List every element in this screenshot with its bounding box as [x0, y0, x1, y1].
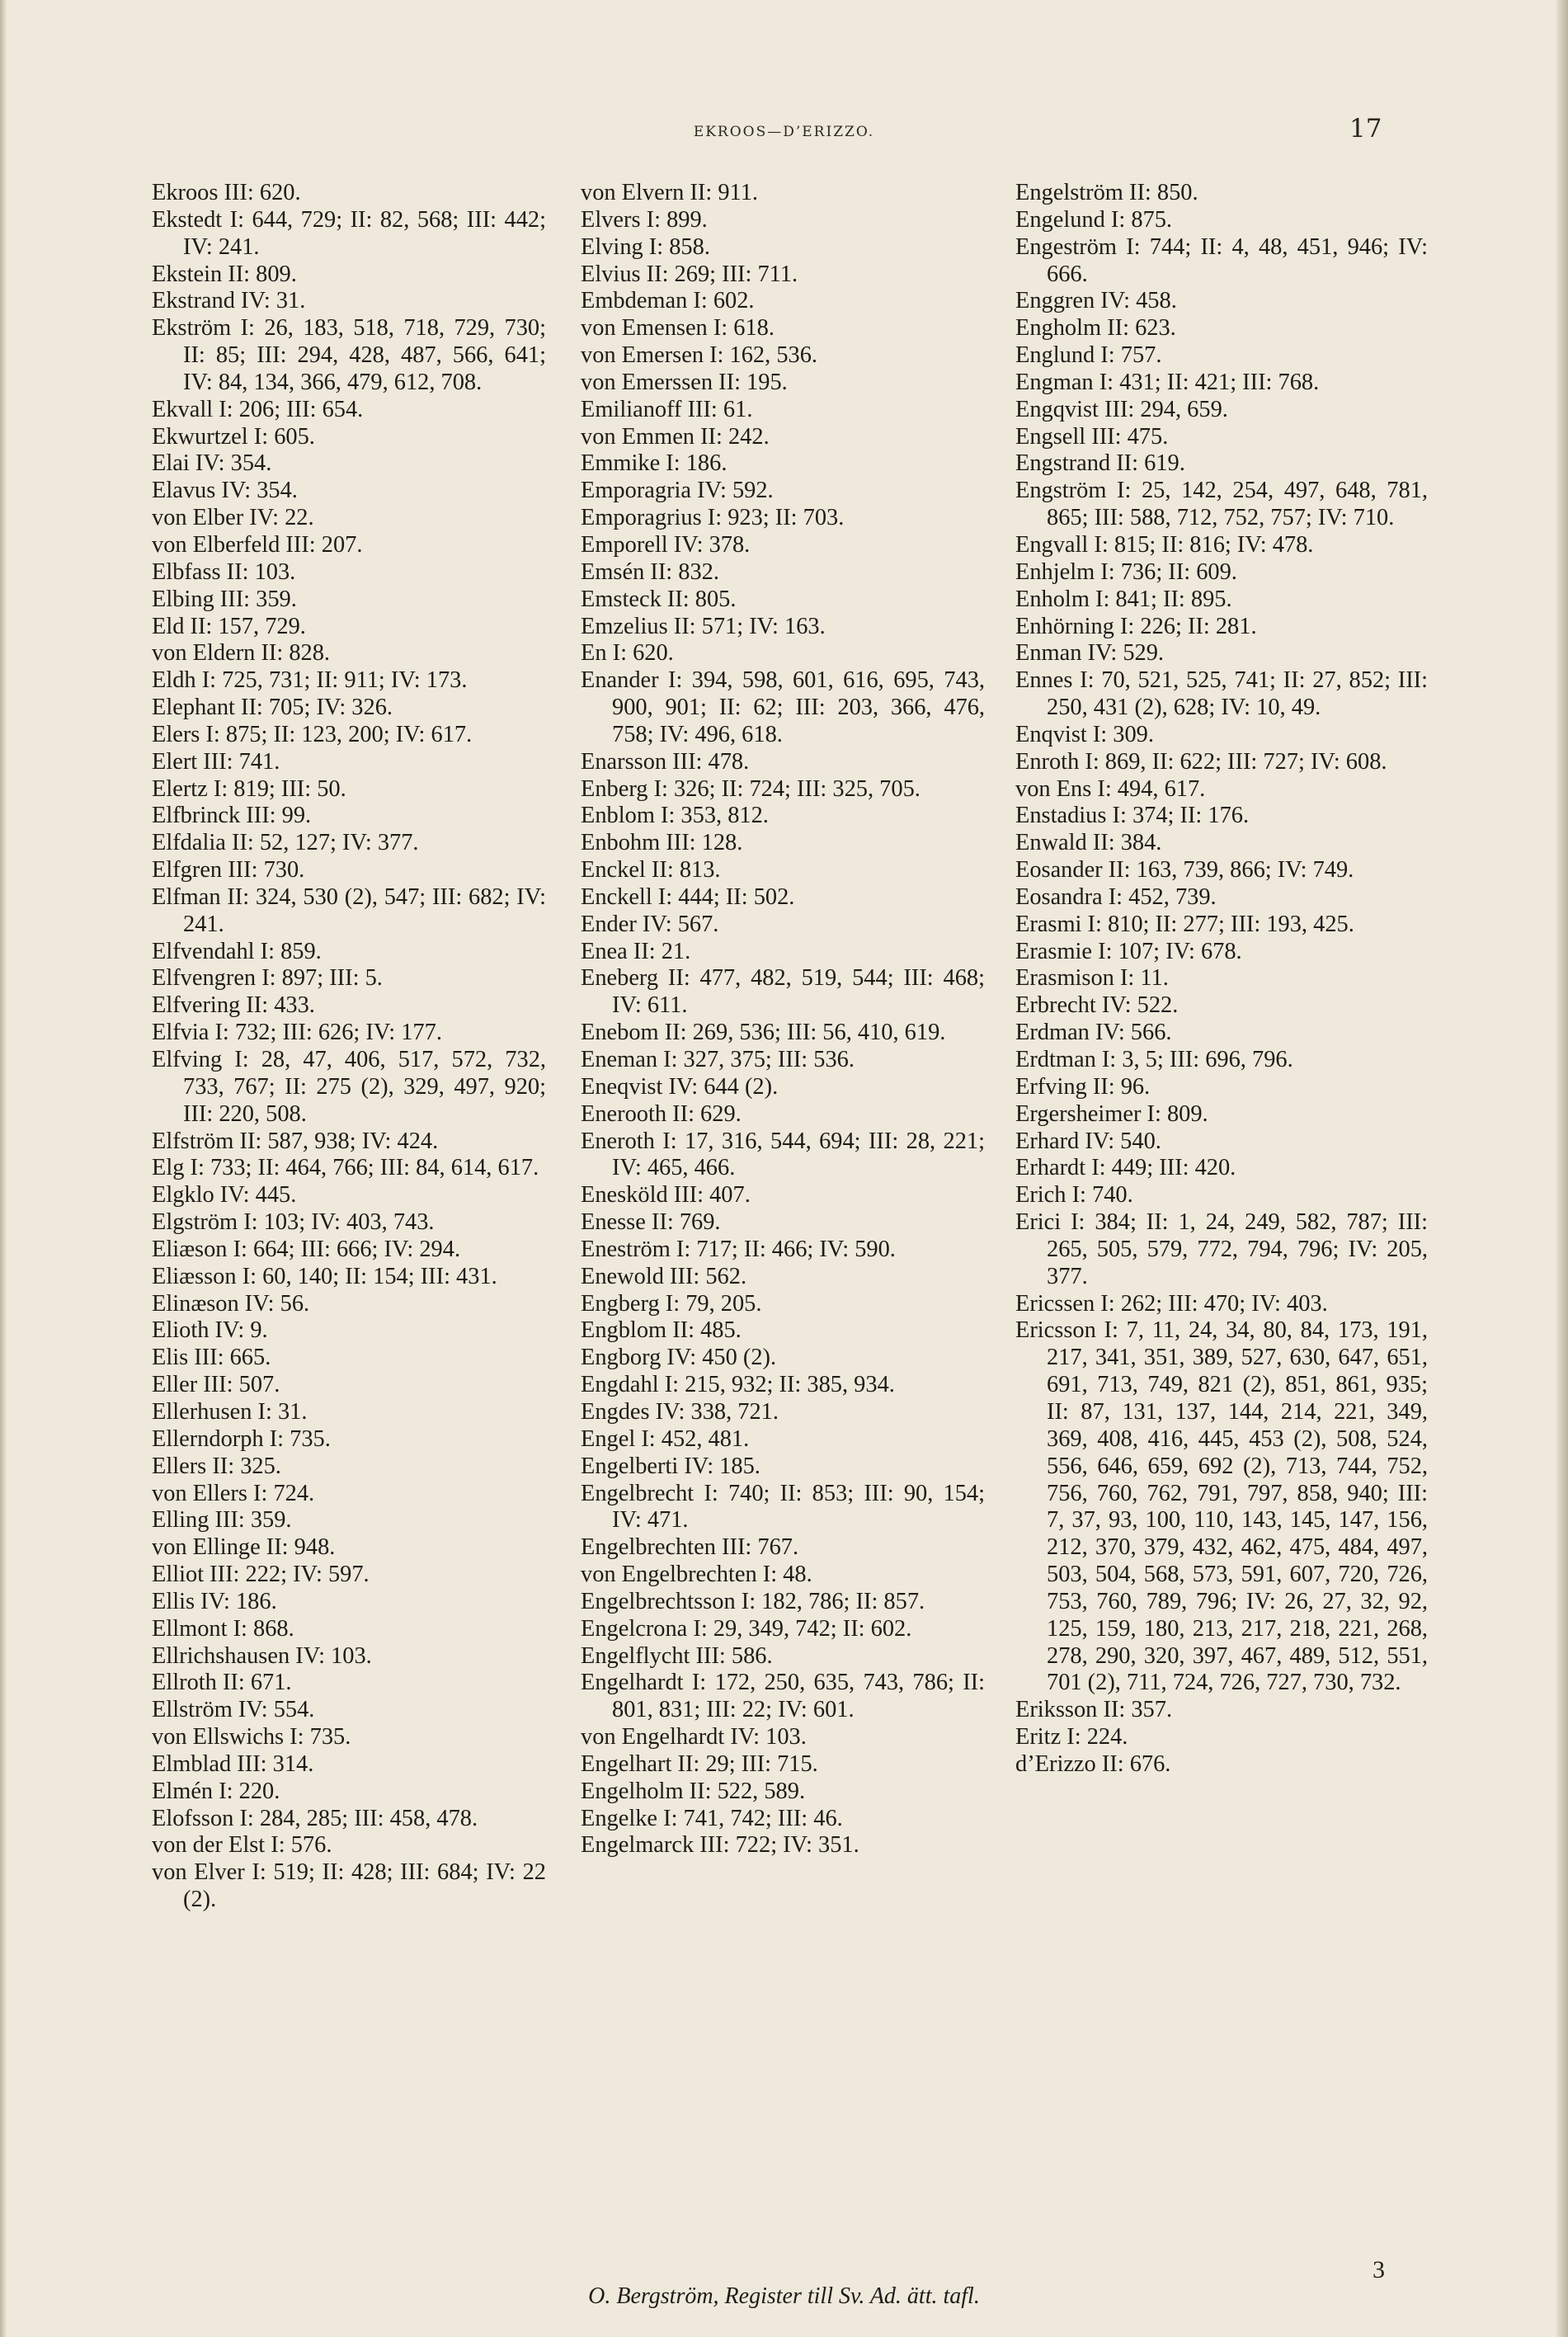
index-entry: Elavus IV: 354.: [152, 478, 298, 504]
index-entry: Elfgren III: 730.: [152, 857, 305, 883]
index-entry: Enesse II: 769.: [581, 1209, 721, 1236]
index-entry: von Elberfeld III: 207.: [152, 531, 363, 558]
index-entry: Eld II: 157, 729.: [152, 613, 306, 639]
index-entry: Elgström I: 103; IV: 403, 743.: [152, 1209, 435, 1236]
index-entry: Erbrecht IV: 522.: [1015, 992, 1179, 1019]
index-entry: Elis III: 665.: [152, 1345, 271, 1371]
index-entry: Ellers II: 325.: [152, 1453, 281, 1479]
index-entry: Erfving II: 96.: [1015, 1073, 1151, 1100]
index-entry: Enarsson III: 478.: [581, 748, 750, 775]
index-entry: Engsell III: 475.: [1015, 423, 1169, 450]
index-entry: Engelhardt I: 172, 250, 635, 743, 786; II: 801, 831; III: 22; IV: 601.: [581, 1670, 985, 1723]
index-entry: Emzelius II: 571; IV: 163.: [581, 613, 826, 639]
index-entry: Erasmie I: 107; IV: 678.: [1015, 938, 1242, 964]
index-entry: Ekström I: 26, 183, 518, 718, 729, 730; II: 85; III: 294, 428, 487, 566, 641; IV: 84, 134, 366, 479, 612, 708.: [152, 315, 546, 395]
index-entry: Eneroth I: 17, 316, 544, 694; III: 28, 221; IV: 465, 466.: [581, 1128, 985, 1181]
index-column-3: [1015, 180, 1428, 1779]
index-entry: Elgklo IV: 445.: [152, 1182, 297, 1209]
index-entry: Ender IV: 567.: [581, 911, 719, 937]
index-entry: von Engelhardt IV: 103.: [581, 1724, 807, 1750]
index-entry: Emilianoff III: 61.: [581, 396, 753, 422]
index-entry: Eritz I: 224.: [1015, 1724, 1128, 1750]
index-entry: Erici I: 384; II: 1, 24, 249, 582, 787; III: 265, 505, 579, 772, 794, 796; IV: 205, 377.: [1015, 1209, 1428, 1289]
index-entry: Eller III: 507.: [152, 1372, 280, 1398]
index-entry: Elers I: 875; II: 123, 200; IV: 617.: [152, 721, 473, 747]
index-entry: Enstadius I: 374; II: 176.: [1015, 803, 1250, 829]
index-entry: Eriksson II: 357.: [1015, 1697, 1173, 1723]
index-entry: Eneberg II: 477, 482, 519, 544; III: 468; IV: 611.: [581, 965, 985, 1019]
index-entry: Engvall I: 815; II: 816; IV: 478.: [1015, 531, 1314, 558]
index-entry: Ellerhusen I: 31.: [152, 1398, 308, 1425]
index-entry: Eneqvist IV: 644 (2).: [581, 1073, 779, 1100]
index-entry: Enebom II: 269, 536; III: 56, 410, 619.: [581, 1020, 946, 1046]
index-entry: Elg I: 733; II: 464, 766; III: 84, 614, 617.: [152, 1155, 539, 1181]
index-entry: Enhörning I: 226; II: 281.: [1015, 613, 1257, 639]
index-entry: Eneström I: 717; II: 466; IV: 590.: [581, 1236, 896, 1262]
index-entry: Elfvendahl I: 859.: [152, 938, 322, 964]
index-entry: d’Erizzo II: 676.: [1015, 1750, 1171, 1777]
index-entry: Erasmi I: 810; II: 277; III: 193, 425.: [1015, 911, 1354, 937]
index-entry: Engelund I: 875.: [1015, 206, 1173, 233]
index-entry: Engelke I: 741, 742; III: 46.: [581, 1805, 843, 1831]
index-entry: von Emerssen II: 195.: [581, 369, 788, 395]
index-entry: Ergersheimer I: 809.: [1015, 1100, 1208, 1127]
index-entry: Enggren IV: 458.: [1015, 288, 1177, 314]
index-entry: Engelbrechtsson I: 182, 786; II: 857.: [581, 1588, 925, 1614]
index-entry: Ekstein II: 809.: [152, 261, 297, 287]
index-entry: Elfvering II: 433.: [152, 992, 315, 1019]
index-entry: Erdtman I: 3, 5; III: 696, 796.: [1015, 1047, 1293, 1072]
index-entry: Enewold III: 562.: [581, 1263, 747, 1289]
index-entry: Ericssen I: 262; III: 470; IV: 403.: [1015, 1290, 1328, 1317]
index-column-2: [581, 180, 985, 1859]
index-entry: Enqvist I: 309.: [1015, 721, 1154, 747]
index-entry: Elfvengren I: 897; III: 5.: [152, 965, 383, 992]
index-entry: Emmike I: 186.: [581, 450, 727, 477]
index-entry: Elmblad III: 314.: [152, 1750, 314, 1777]
index-entry: Engman I: 431; II: 421; III: 768.: [1015, 369, 1320, 395]
index-entry: von Elvern II: 911.: [581, 180, 758, 205]
index-entry: Emsén II: 832.: [581, 558, 719, 585]
index-entry: Emsteck II: 805.: [581, 586, 737, 612]
index-entry: Emporagrius I: 923; II: 703.: [581, 505, 845, 531]
index-entry: Engelbrechten III: 767.: [581, 1534, 799, 1561]
index-entry: Emporell IV: 378.: [581, 531, 751, 558]
index-entry: Engelberti IV: 185.: [581, 1453, 760, 1479]
index-entry: Ellis IV: 186.: [152, 1588, 277, 1614]
index-entry: Erhardt I: 449; III: 420.: [1015, 1155, 1236, 1181]
index-entry: Eliæson I: 664; III: 666; IV: 294.: [152, 1236, 461, 1262]
index-entry: Ekwurtzel I: 605.: [152, 423, 315, 450]
index-entry: En I: 620.: [581, 640, 674, 667]
index-entry: Eliæsson I: 60, 140; II: 154; III: 431.: [152, 1263, 497, 1289]
index-entry: Engqvist III: 294, 659.: [1015, 396, 1228, 422]
index-entry: Elvius II: 269; III: 711.: [581, 261, 798, 287]
running-head: EKROOS—D’ERIZZO.: [693, 124, 875, 140]
index-entry: von Ellswichs I: 735.: [152, 1724, 351, 1750]
index-entry: Elliot III: 222; IV: 597.: [152, 1562, 370, 1588]
index-entry: von Emmen II: 242.: [581, 423, 770, 450]
index-entry: Elfdalia II: 52, 127; IV: 377.: [152, 830, 419, 856]
index-entry: Engholm II: 623.: [1015, 315, 1176, 342]
index-entry: Engeström I: 744; II: 4, 48, 451, 946; IV: 666.: [1015, 233, 1428, 287]
index-entry: Enblom I: 353, 812.: [581, 803, 769, 829]
index-entry: Enander I: 394, 598, 601, 616, 695, 743, 900, 901; II: 62; III: 203, 366, 476, 758; IV: 496, 618.: [581, 667, 985, 747]
index-entry: von der Elst I: 576.: [152, 1832, 332, 1859]
index-entry: Elfvia I: 732; III: 626; IV: 177.: [152, 1020, 442, 1046]
index-entry: Elertz I: 819; III: 50.: [152, 775, 346, 802]
index-entry: von Ellinge II: 948.: [152, 1534, 336, 1561]
index-entry: Engelcrona I: 29, 349, 742; II: 602.: [581, 1615, 912, 1642]
index-entry: Embdeman I: 602.: [581, 288, 755, 314]
page-number: 17: [1349, 114, 1382, 144]
index-entry: Enhjelm I: 736; II: 609.: [1015, 558, 1237, 585]
index-entry: Enesköld III: 407.: [581, 1182, 751, 1209]
scan-shadow-left: [0, 0, 7, 2337]
index-entry: Ekroos III: 620.: [152, 180, 301, 205]
index-entry: Engelbrecht I: 740; II: 853; III: 90, 154; IV: 471.: [581, 1480, 985, 1534]
index-entry: Engblom II: 485.: [581, 1317, 742, 1344]
footer-citation: O. Bergström, Register till Sv. Ad. ätt. tafl.: [588, 2283, 980, 2309]
index-entry: von Eldern II: 828.: [152, 640, 331, 667]
sheet-signature: 3: [1373, 2256, 1385, 2283]
index-entry: Engelström II: 850.: [1015, 180, 1198, 205]
index-entry: von Ens I: 494, 617.: [1015, 775, 1206, 802]
index-entry: Elai IV: 354.: [152, 450, 272, 477]
index-entry: Elofsson I: 284, 285; III: 458, 478.: [152, 1805, 478, 1831]
index-column-1: [152, 180, 546, 1914]
index-entry: Elfving I: 28, 47, 406, 517, 572, 732, 733, 767; II: 275 (2), 329, 497, 920; III: 220, 508.: [152, 1047, 546, 1127]
index-entry: Engdahl I: 215, 932; II: 385, 934.: [581, 1372, 895, 1398]
index-entry: Eosander II: 163, 739, 866; IV: 749.: [1015, 857, 1354, 883]
index-entry: Elvers I: 899.: [581, 206, 708, 233]
index-entry: Elbing III: 359.: [152, 586, 297, 612]
index-entry: Ellroth II: 671.: [152, 1670, 292, 1696]
index-entry: Enroth I: 869, II: 622; III: 727; IV: 608.: [1015, 748, 1387, 775]
index-entry: Erich I: 740.: [1015, 1182, 1133, 1209]
index-entry: Enman IV: 529.: [1015, 640, 1165, 667]
page-edge-right: [1556, 0, 1568, 2337]
index-entry: Englund I: 757.: [1015, 342, 1162, 369]
index-entry: von Elber IV: 22.: [152, 505, 314, 531]
index-entry: Elert III: 741.: [152, 748, 280, 775]
index-entry: von Ellers I: 724.: [152, 1480, 315, 1506]
index-entry: Ennes I: 70, 521, 525, 741; II: 27, 852; III: 250, 431 (2), 628; IV: 10, 49.: [1015, 667, 1428, 721]
index-entry: von Emensen I: 618.: [581, 315, 775, 342]
index-entry: Elbfass II: 103.: [152, 558, 296, 585]
index-entry: Engel I: 452, 481.: [581, 1425, 750, 1452]
index-entry: Enwald II: 384.: [1015, 830, 1162, 856]
index-entry: Ekvall I: 206; III: 654.: [152, 396, 364, 422]
index-entry: Engelflycht III: 586.: [581, 1642, 773, 1669]
index-entry: Ellrichshausen IV: 103.: [152, 1642, 372, 1669]
index-entry: Engelmarck III: 722; IV: 351.: [581, 1832, 859, 1859]
index-entry: Enckel II: 813.: [581, 857, 721, 883]
index-entry: Erdman IV: 566.: [1015, 1020, 1172, 1046]
index-entry: Emporagria IV: 592.: [581, 478, 774, 504]
index-entry: Elfman II: 324, 530 (2), 547; III: 682; IV: 241.: [152, 883, 546, 937]
index-entry: Elling III: 359.: [152, 1507, 292, 1534]
index-entry: Eosandra I: 452, 739.: [1015, 883, 1217, 910]
index-entry: Engström I: 25, 142, 254, 497, 648, 781, 865; III: 588, 712, 752, 757; IV: 710.: [1015, 478, 1428, 531]
index-entry: Engborg IV: 450 (2).: [581, 1345, 777, 1371]
index-entry: Elfström II: 587, 938; IV: 424.: [152, 1128, 439, 1154]
index-entry: Eneman I: 327, 375; III: 536.: [581, 1047, 855, 1072]
index-entry: Ekstedt I: 644, 729; II: 82, 568; III: 442; IV: 241.: [152, 206, 546, 260]
index-entry: Engberg I: 79, 205.: [581, 1290, 762, 1317]
index-entry: Elving I: 858.: [581, 233, 710, 260]
index-entry: Enerooth II: 629.: [581, 1100, 742, 1127]
index-entry: von Engelbrechten I: 48.: [581, 1562, 812, 1588]
index-entry: Ekstrand IV: 31.: [152, 288, 306, 314]
index-entry: Engelholm II: 522, 589.: [581, 1778, 806, 1804]
index-entry: Ellström IV: 554.: [152, 1697, 315, 1723]
index-entry: Elioth IV: 9.: [152, 1317, 268, 1344]
index-entry: Enea II: 21.: [581, 938, 691, 964]
index-entry: Enckell I: 444; II: 502.: [581, 883, 795, 910]
index-entry: Erasmison I: 11.: [1015, 965, 1169, 992]
index-entry: von Emersen I: 162, 536.: [581, 342, 818, 369]
index-entry: Erhard IV: 540.: [1015, 1128, 1161, 1154]
index-entry: Engstrand II: 619.: [1015, 450, 1185, 477]
index-entry: Elinæson IV: 56.: [152, 1290, 310, 1317]
index-entry: Eldh I: 725, 731; II: 911; IV: 173.: [152, 667, 468, 694]
index-entry: Enbohm III: 128.: [581, 830, 743, 856]
index-entry: Engdes IV: 338, 721.: [581, 1398, 779, 1425]
index-entry: von Elver I: 519; II: 428; III: 684; IV: 22 (2).: [152, 1859, 546, 1913]
index-entry: Elfbrinck III: 99.: [152, 803, 312, 829]
index-entry: Ellmont I: 868.: [152, 1615, 294, 1642]
index-entry: Enholm I: 841; II: 895.: [1015, 586, 1232, 612]
index-entry: Elmén I: 220.: [152, 1778, 280, 1804]
index-entry: Ellerndorph I: 735.: [152, 1425, 331, 1452]
index-entry: Elephant II: 705; IV: 326.: [152, 695, 393, 721]
index-entry: Ericsson I: 7, 11, 24, 34, 80, 84, 173, 191, 217, 341, 351, 389, 527, 630, 647, 651, 691, 713, 749, 821 (2), 851, 861, 935; II: 87, 131, 137, 144, 214, 221, 349, 369, 408, 416, 445, 453 (2), 508, 524, 556, 646, 659, 692 (2), 713, 744, 752, 756, 760, 762, 791, 797, 858, 940; III: 7, 37, 93, 100, 110, 143, 145, 147, 156, 212, 370, 379, 432, 462, 475, 484, 497, 503, 504, 568, 573, 591, 607, 720, 726, 753, 760, 789, 796; IV: 26, 27, 32, 92, 125, 159, 180, 213, 217, 218, 221, 268, 278, 290, 320, 397, 467, 489, 512, 551, 701 (2), 711, 724, 726, 727, 730, 732.: [1015, 1317, 1428, 1696]
index-entry: Enberg I: 326; II: 724; III: 325, 705.: [581, 775, 921, 802]
index-entry: Engelhart II: 29; III: 715.: [581, 1750, 818, 1777]
